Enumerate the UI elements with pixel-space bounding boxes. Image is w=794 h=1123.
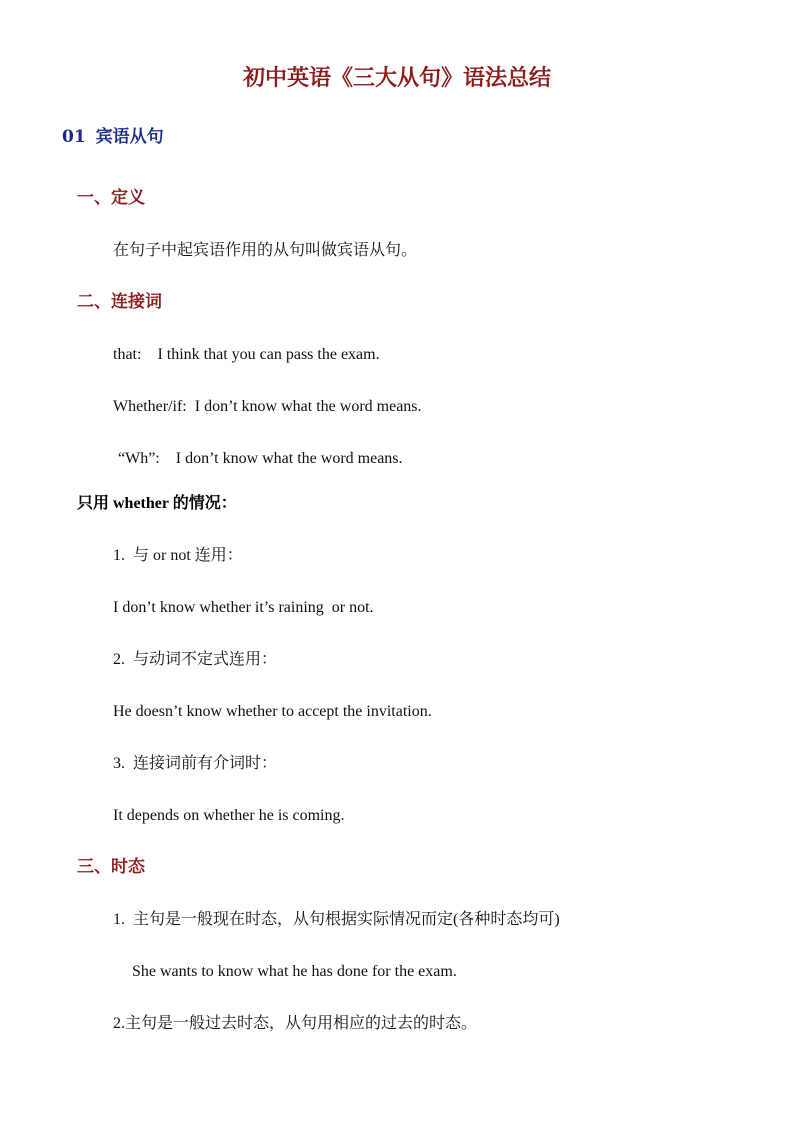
heading-tense: 三、时态	[77, 857, 145, 877]
tense-rule-1: 1. 主句是一般现在时态，从句根据实际情况而定(各种时态均可)	[113, 911, 560, 928]
definition-text: 在句子中起宾语作用的从句叫做宾语从句。	[113, 242, 418, 259]
tense-example-1: She wants to know what he has done for the exam.	[132, 963, 457, 980]
connective-wh: “Wh”: I don’t know what the word means.	[118, 450, 403, 467]
whether-rule-1: 1. 与 or not 连用：	[113, 547, 243, 564]
whether-only-label: 只用 whether 的情况：	[77, 495, 237, 512]
section-heading	[62, 127, 164, 147]
connective-whether-if: Whether/if: I don’t know what the word means.	[113, 398, 422, 415]
whether-rule-3: 3. 连接词前有介词时：	[113, 755, 278, 772]
page-title: 初中英语《三大从句》语法总结	[242, 65, 551, 91]
whether-rule-2: 2. 与动词不定式连用：	[113, 651, 278, 668]
whether-example-3: It depends on whether he is coming.	[113, 807, 345, 824]
heading-definition: 一、定义	[77, 188, 145, 208]
section-number: 01	[62, 127, 86, 147]
whether-example-1: I don’t know whether it’s raining or not.	[113, 599, 374, 616]
section-title: 宾语从句	[95, 127, 164, 147]
connective-that: that: I think that you can pass the exam.	[113, 346, 380, 363]
tense-rule-2: 2.主句是一般过去时态，从句用相应的过去的时态。	[113, 1015, 478, 1032]
whether-example-2: He doesn’t know whether to accept the invitation.	[113, 703, 432, 720]
heading-connectives: 二、连接词	[77, 292, 162, 312]
